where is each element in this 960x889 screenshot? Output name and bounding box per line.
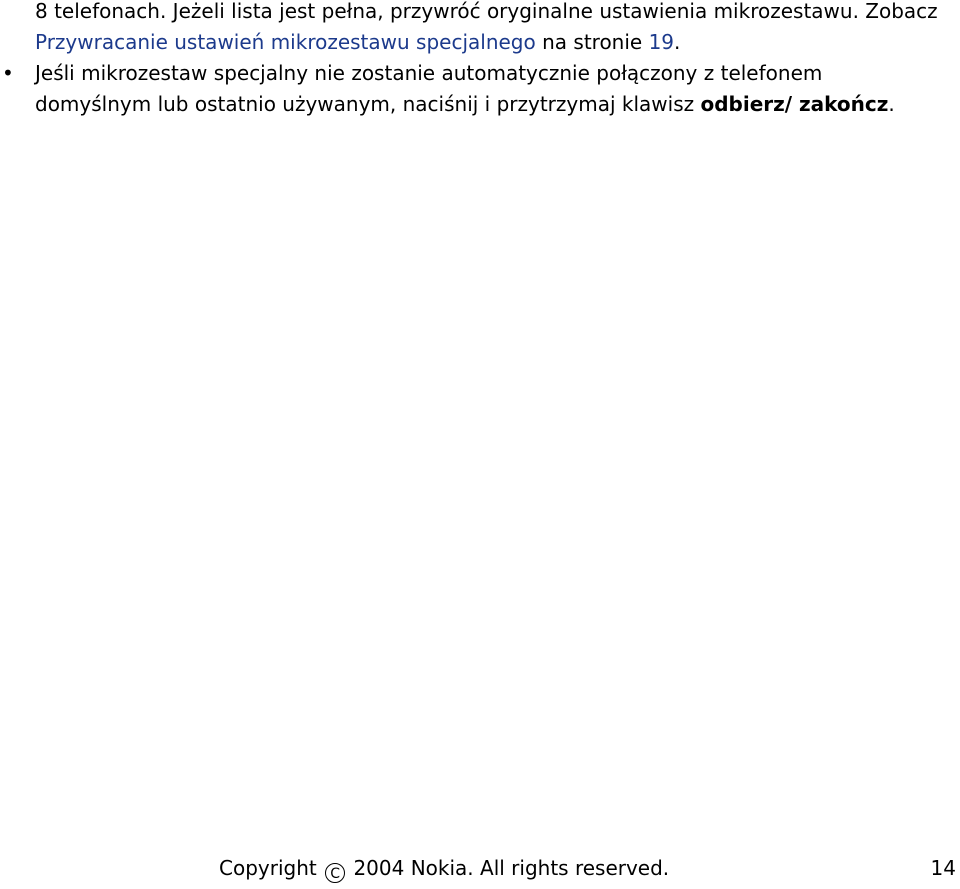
page-footer	[0, 856, 960, 886]
copyright-icon: C	[325, 863, 345, 883]
copyright-suffix: 2004 Nokia. All rights reserved.	[353, 856, 670, 880]
document-body	[0, 0, 940, 124]
copyright-notice	[219, 856, 669, 883]
bullet-text: Jeśli mikrozestaw specjalny nie zostanie automatycznie połączony z telefonem domyślnym lub ostatnio używanym, naciśnij i przytrzymaj klawisz	[35, 61, 823, 116]
paragraph-text: 8 telefonach. Jeżeli lista jest pełna, przywróć oryginalne ustawienia mikrozestawu. Zobacz	[35, 0, 938, 23]
bullet-text-end: .	[888, 92, 895, 116]
key-name: odbierz/ zakończ	[700, 92, 889, 116]
page-reference-link[interactable]: 19	[648, 30, 675, 54]
bullet-item-auto-connect	[0, 58, 940, 120]
paragraph-reset-instructions	[0, 0, 940, 58]
reset-settings-link[interactable]: Przywracanie ustawień mikrozestawu specjalnego	[35, 30, 536, 54]
paragraph-text-middle: na stronie	[535, 30, 649, 54]
page-number: 14	[930, 856, 956, 880]
bullet-marker: •	[2, 61, 14, 85]
copyright-prefix: Copyright	[219, 856, 317, 880]
paragraph-text-end: .	[674, 30, 681, 54]
